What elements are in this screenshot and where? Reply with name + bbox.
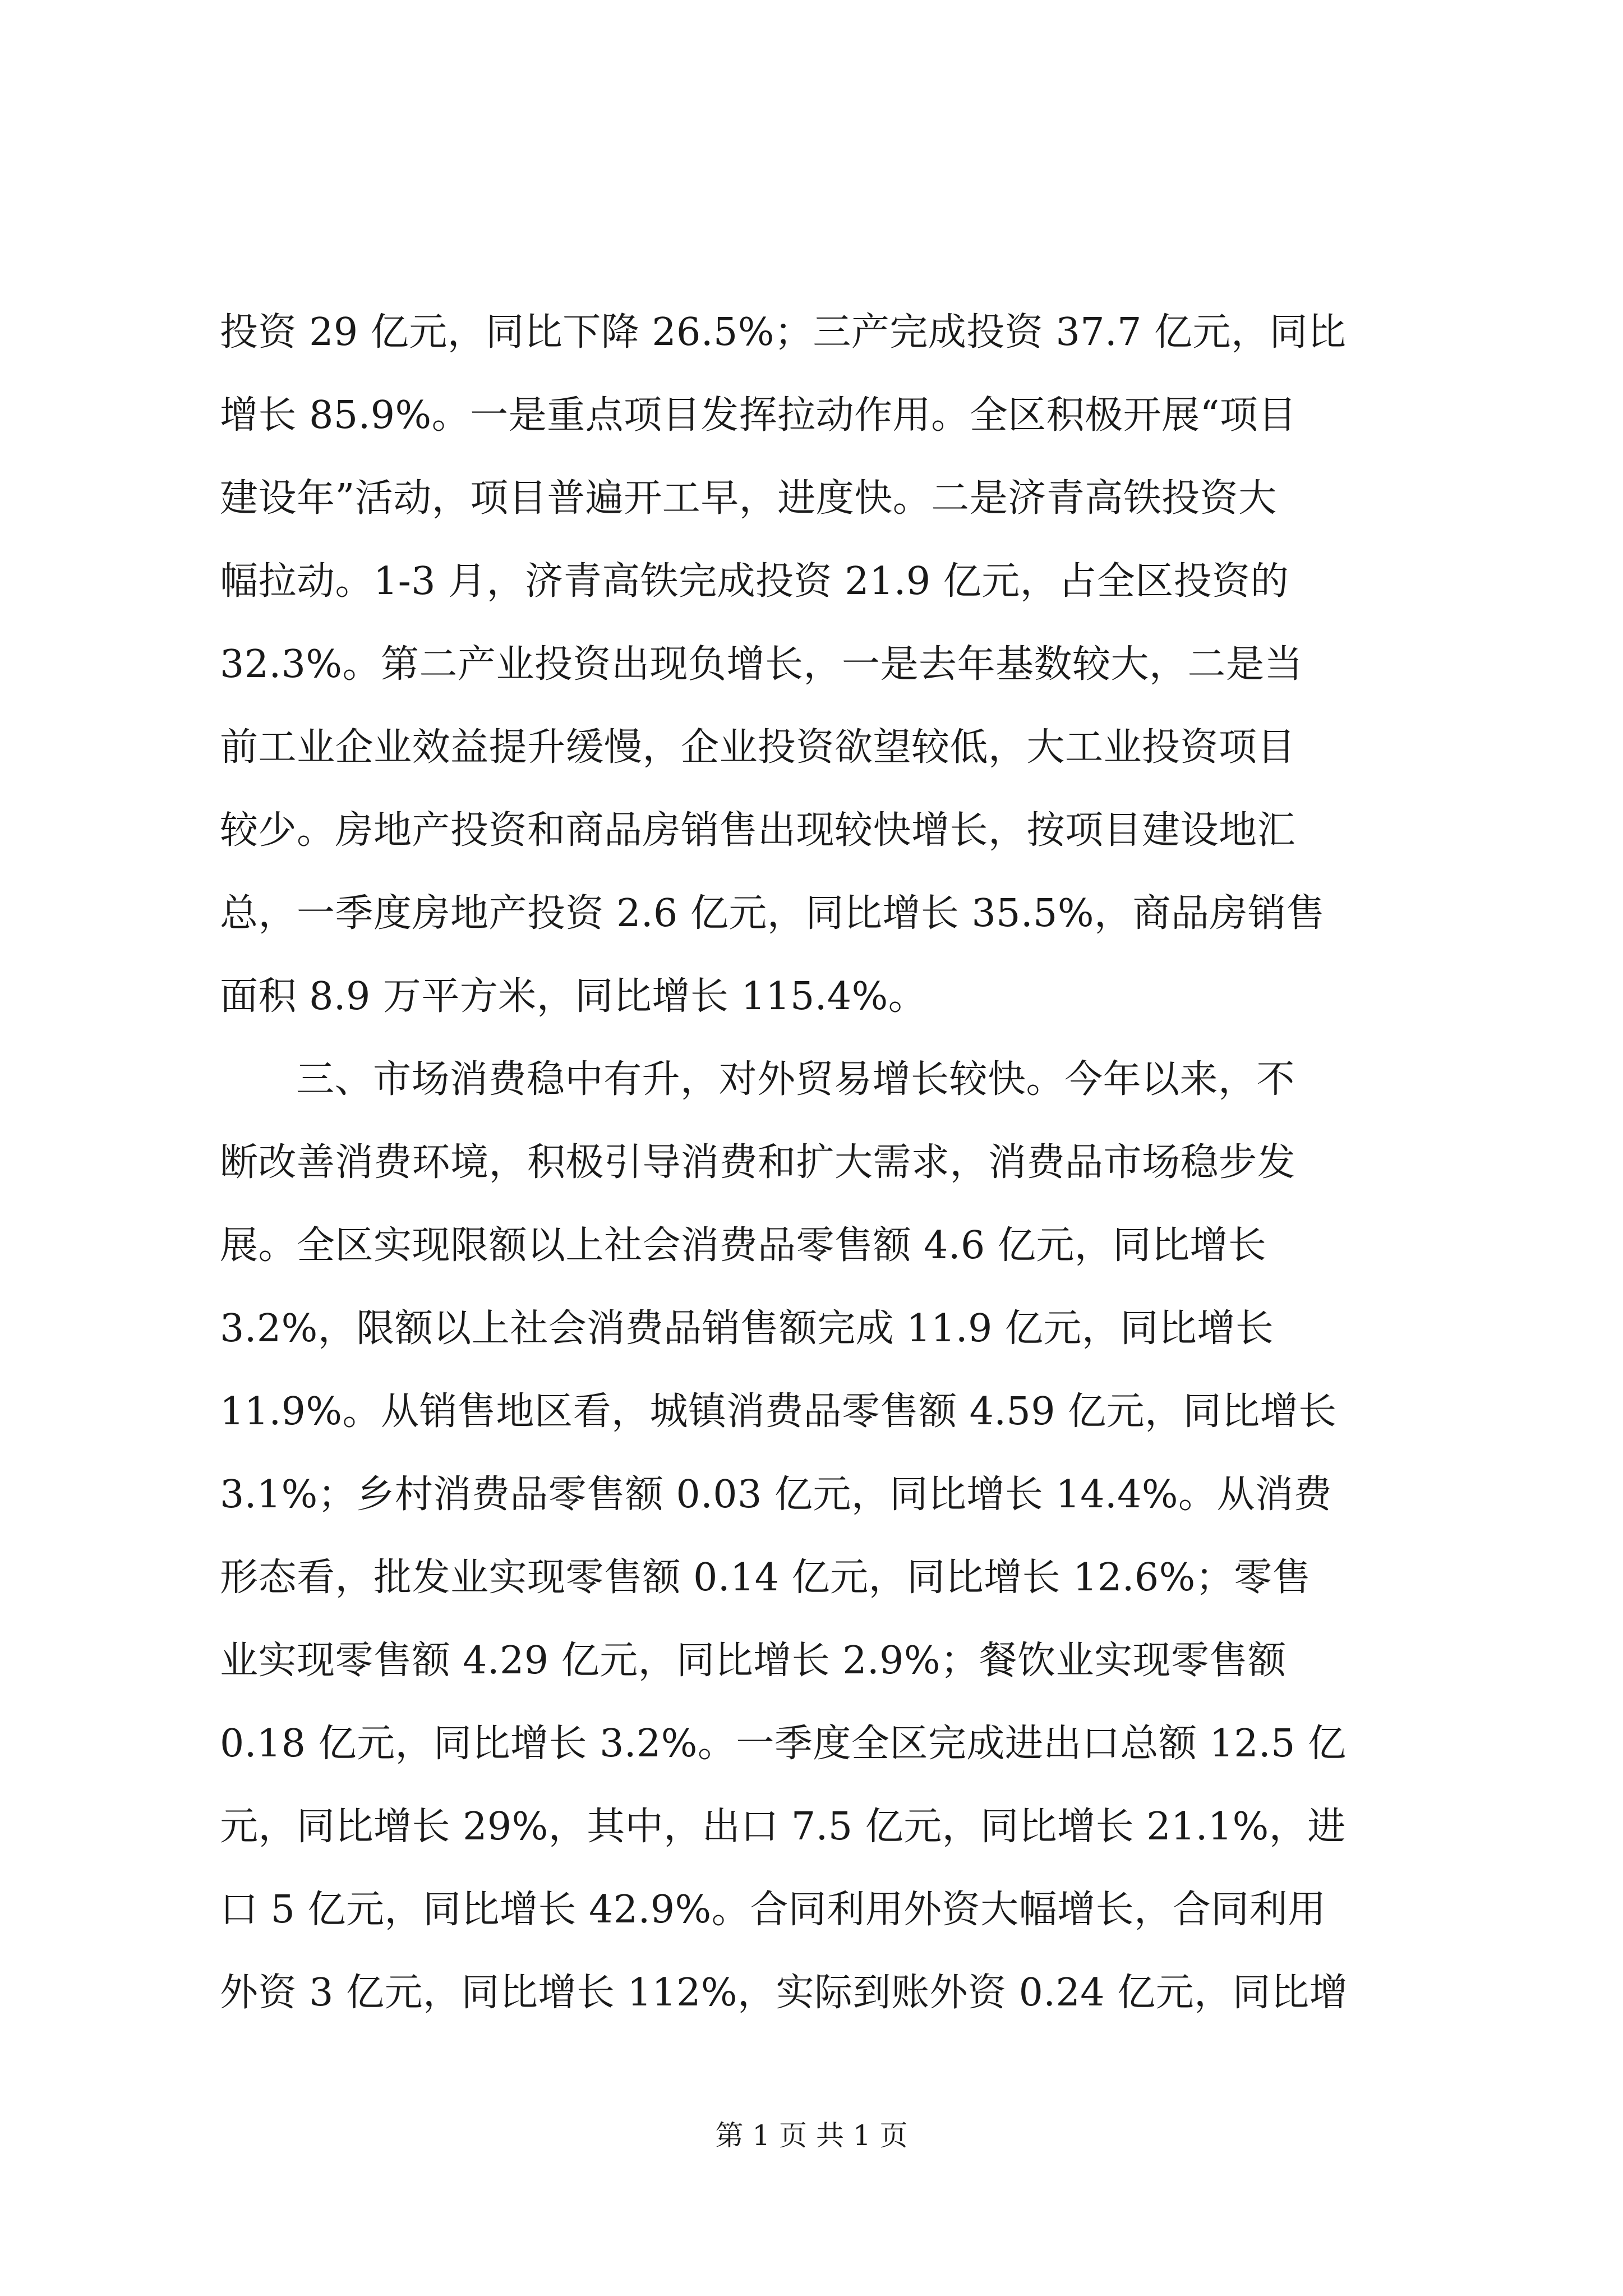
body-text-line: 11.9%。从销售地区看，城镇消费品零售额 4.59 亿元，同比增长 [220,1389,1337,1434]
body-text-line: 业实现零售额 4.29 亿元，同比增长 2.9%；餐饮业实现零售额 [220,1639,1287,1683]
body-text-line: 增长 85.9%。一是重点项目发挥拉动作用。全区积极开展“项目 [220,393,1297,438]
body-text-line: 展。全区实现限额以上社会消费品零售额 4.6 亿元，同比增长 [220,1223,1267,1268]
body-text-line: 口 5 亿元，同比增长 42.9%。合同利用外资大幅增长，合同利用 [220,1888,1326,1932]
body-text-line: 面积 8.9 万平方米，同比增长 115.4%。 [220,974,927,1019]
section-heading-line: 三、市场消费稳中有升，对外贸易增长较快。今年以来，不 [296,1057,1295,1102]
page-footer: 第 1 页 共 1 页 [715,2119,908,2152]
body-text-line: 32.3%。第二产业投资出现负增长，一是去年基数较大，二是当 [220,642,1303,687]
body-text-line: 0.18 亿元，同比增长 3.2%。一季度全区完成进出口总额 12.5 亿 [220,1722,1347,1766]
body-text-line: 形态看，批发业实现零售额 0.14 亿元，同比增长 12.6%；零售 [220,1556,1311,1600]
body-text-line: 元，同比增长 29%，其中，出口 7.5 亿元，同比增长 21.1%，进 [220,1805,1346,1849]
body-text-line: 前工业企业效益提升缓慢，企业投资欲望较低，大工业投资项目 [220,725,1296,770]
body-text-line: 3.2%，限额以上社会消费品销售额完成 11.9 亿元，同比增长 [220,1306,1274,1351]
body-text-line: 外资 3 亿元，同比增长 112%，实际到账外资 0.24 亿元，同比增 [220,1971,1348,2015]
body-text-line: 总，一季度房地产投资 2.6 亿元，同比增长 35.5%，商品房销售 [220,891,1325,936]
body-text-line: 断改善消费环境，积极引导消费和扩大需求，消费品市场稳步发 [220,1140,1296,1185]
body-text-line: 投资 29 亿元，同比下降 26.5%；三产完成投资 37.7 亿元，同比 [220,310,1347,355]
body-text-line: 较少。房地产投资和商品房销售出现较快增长，按项目建设地汇 [220,808,1296,853]
body-text-line: 幅拉动。1-3 月，济青高铁完成投资 21.9 亿元，占全区投资的 [220,559,1289,604]
body-text-line: 3.1%；乡村消费品零售额 0.03 亿元，同比增长 14.4%。从消费 [220,1473,1332,1517]
body-text-line: 建设年”活动，项目普遍开工早，进度快。二是济青高铁投资大 [220,476,1277,521]
